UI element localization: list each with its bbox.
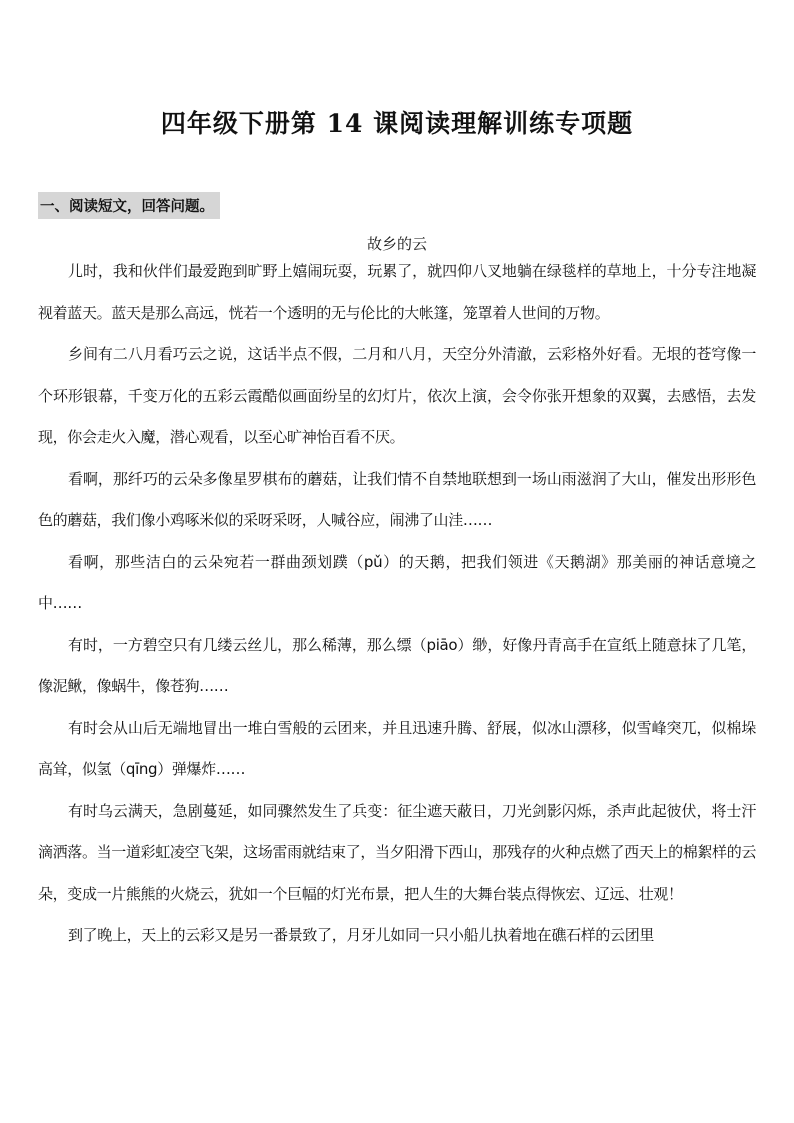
paragraph: 到了晚上，天上的云彩又是另一番景致了，月牙儿如同一只小船儿执着地在礁石样的云团里 (68, 926, 655, 944)
paragraph: 看啊，那纤巧的云朵多像星罗棋布的蘑菇，让我们情不自禁地联想到一场山雨滋润了大山，催发出形形色色的蘑菇，我们像小鸡啄米似的采呀采呀，人喊谷应，闹沸了山洼…… (38, 469, 756, 529)
paragraph: 看啊，那些洁白的云朵宛若一群曲颈划蹼（pǔ）的天鹅，把我们领进《天鹅湖》那美丽的神话意境之中…… (38, 552, 756, 612)
paragraph: 儿时，我和伙伴们最爱跑到旷野上嬉闹玩耍，玩累了，就四仰八叉地躺在绿毯样的草地上，十分专注地凝视着蓝天。蓝天是那么高远，恍若一个透明的无与伦比的大帐篷，笼罩着人世间的万物。 (38, 262, 756, 322)
paragraph: 有时，一方碧空只有几缕云丝儿，那么稀薄，那么缥（piāo）缈，好像丹青高手在宣纸上随意抹了几笔，像泥鳅，像蜗牛，像苍狗…… (38, 635, 756, 695)
section-heading: 一、阅读短文，回答问题。 (38, 192, 220, 219)
paragraph: 乡间有二八月看巧云之说，这话半点不假，二月和八月，天空分外清澈，云彩格外好看。无垠的苍穹像一个环形银幕，千变万化的五彩云霞酷似画面纷呈的幻灯片，依次上演，会令你张开想象的双翼，去感悟，去发现，你会走火入魔，潜心观看，以至心旷神怡百看不厌。 (38, 345, 756, 446)
document-title: 四年级下册第 14 课阅读理解训练专项题 (160, 109, 634, 138)
article-body (38, 251, 756, 957)
paragraph: 有时会从山后无端地冒出一堆白雪般的云团来，并且迅速升腾、舒展，似冰山漂移，似雪峰突兀，似棉垛高耸，似氢（qīng）弹爆炸…… (38, 718, 756, 778)
article-title: 故乡的云 (366, 235, 427, 253)
paragraph: 有时乌云满天，急剧蔓延，如同骤然发生了兵变：征尘遮天蔽日，刀光剑影闪烁，杀声此起彼伏，将士汗滴洒落。当一道彩虹凌空飞架，这场雷雨就结束了，当夕阳滑下西山，那残存的火种点燃了西天上的棉絮样的云朵，变成一片熊熊的火烧云，犹如一个巨幅的灯光布景，把人生的大舞台装点得恢宏、辽远、壮观！ (38, 801, 756, 903)
